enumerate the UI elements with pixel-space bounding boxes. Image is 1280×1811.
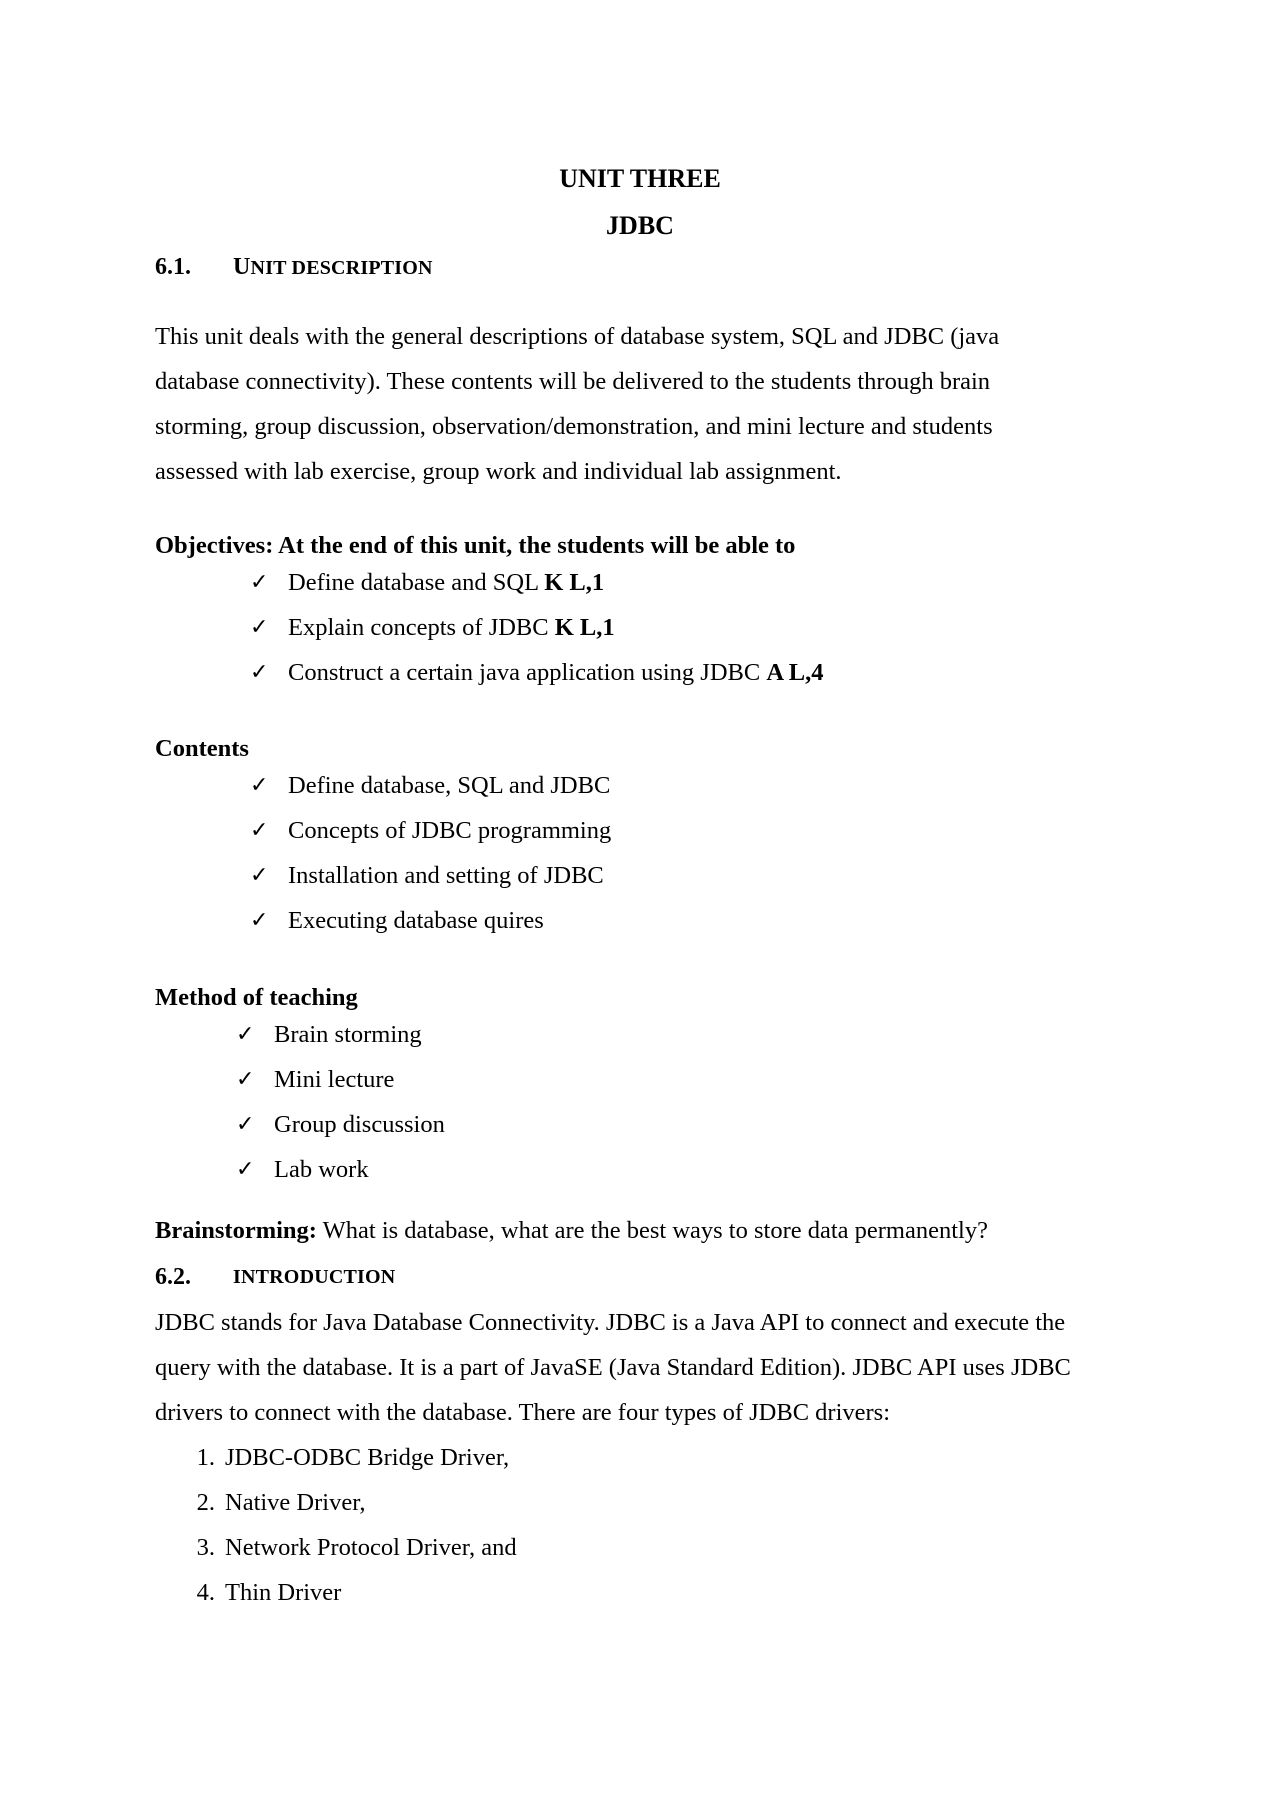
checkmark-icon: ✓: [250, 615, 269, 640]
unit-description-paragraph: [155, 314, 1155, 494]
content-text: Concepts of JDBC programming: [288, 817, 612, 844]
section-number: 6.1.: [155, 254, 191, 280]
checkmark-icon: ✓: [236, 1157, 255, 1182]
section-title: [233, 252, 433, 283]
section-title-initial: U: [233, 254, 251, 280]
content-text: Installation and setting of JDBC: [288, 862, 604, 889]
objectives-heading: Objectives: At the end of this unit, the students will be able to: [155, 532, 796, 559]
checkmark-icon: ✓: [236, 1112, 255, 1137]
objective-level: K L,1: [544, 569, 605, 596]
objective-text: Define database and SQL: [288, 569, 545, 596]
checkmark-icon: ✓: [236, 1022, 255, 1047]
list-number: 2.: [196, 1489, 215, 1516]
checkmark-icon: ✓: [250, 863, 269, 888]
list-number: 1.: [196, 1444, 215, 1471]
driver-text: Thin Driver: [225, 1579, 342, 1606]
driver-text: Network Protocol Driver, and: [225, 1534, 517, 1561]
method-text: Lab work: [274, 1156, 369, 1183]
unit-title: UNIT THREE: [559, 164, 721, 193]
contents-heading: Contents: [155, 735, 249, 762]
paragraph-line: database connectivity). These contents will be delivered to the students through brain: [155, 368, 991, 395]
checkmark-icon: ✓: [250, 908, 269, 933]
paragraph-line: JDBC stands for Java Database Connectivity. JDBC is a Java API to connect and execute the: [155, 1309, 1066, 1336]
checkmark-icon: ✓: [236, 1067, 255, 1092]
method-text: Brain storming: [274, 1021, 422, 1048]
objective-level: K L,1: [554, 614, 615, 641]
brainstorming-label: Brainstorming:: [155, 1217, 317, 1244]
introduction-paragraph: [155, 1300, 1155, 1435]
brainstorming-line: [155, 1216, 988, 1246]
brainstorming-text: What is database, what are the best ways to store data permanently?: [316, 1217, 988, 1244]
checkmark-icon: ✓: [250, 660, 269, 685]
content-text: Define database, SQL and JDBC: [288, 772, 611, 799]
paragraph-line: This unit deals with the general descriptions of database system, SQL and JDBC (java: [155, 323, 1000, 350]
section-number: 6.2.: [155, 1264, 191, 1290]
driver-text: JDBC-ODBC Bridge Driver,: [225, 1444, 510, 1471]
list-number: 3.: [196, 1534, 215, 1561]
method-heading: Method of teaching: [155, 984, 358, 1011]
paragraph-line: assessed with lab exercise, group work and individual lab assignment.: [155, 458, 842, 485]
section-title-rest: NIT DESCRIPTION: [250, 257, 433, 279]
objective-level: A L,4: [766, 659, 824, 686]
checkmark-icon: ✓: [250, 773, 269, 798]
method-text: Mini lecture: [274, 1066, 395, 1093]
section-title: INTRODUCTION: [233, 1266, 396, 1288]
driver-text: Native Driver,: [225, 1489, 366, 1516]
method-text: Group discussion: [274, 1111, 445, 1138]
content-text: Executing database quires: [288, 907, 544, 934]
objective-text: Construct a certain java application using JDBC: [288, 659, 767, 686]
paragraph-line: storming, group discussion, observation/demonstration, and mini lecture and students: [155, 413, 993, 440]
subject-title: JDBC: [606, 211, 674, 240]
checkmark-icon: ✓: [250, 818, 269, 843]
objective-text: Explain concepts of JDBC: [288, 614, 555, 641]
list-number: 4.: [196, 1579, 215, 1606]
paragraph-line: query with the database. It is a part of JavaSE (Java Standard Edition). JDBC API uses JDBC: [155, 1354, 1071, 1381]
paragraph-line: drivers to connect with the database. There are four types of JDBC drivers:: [155, 1399, 890, 1426]
checkmark-icon: ✓: [250, 570, 269, 595]
